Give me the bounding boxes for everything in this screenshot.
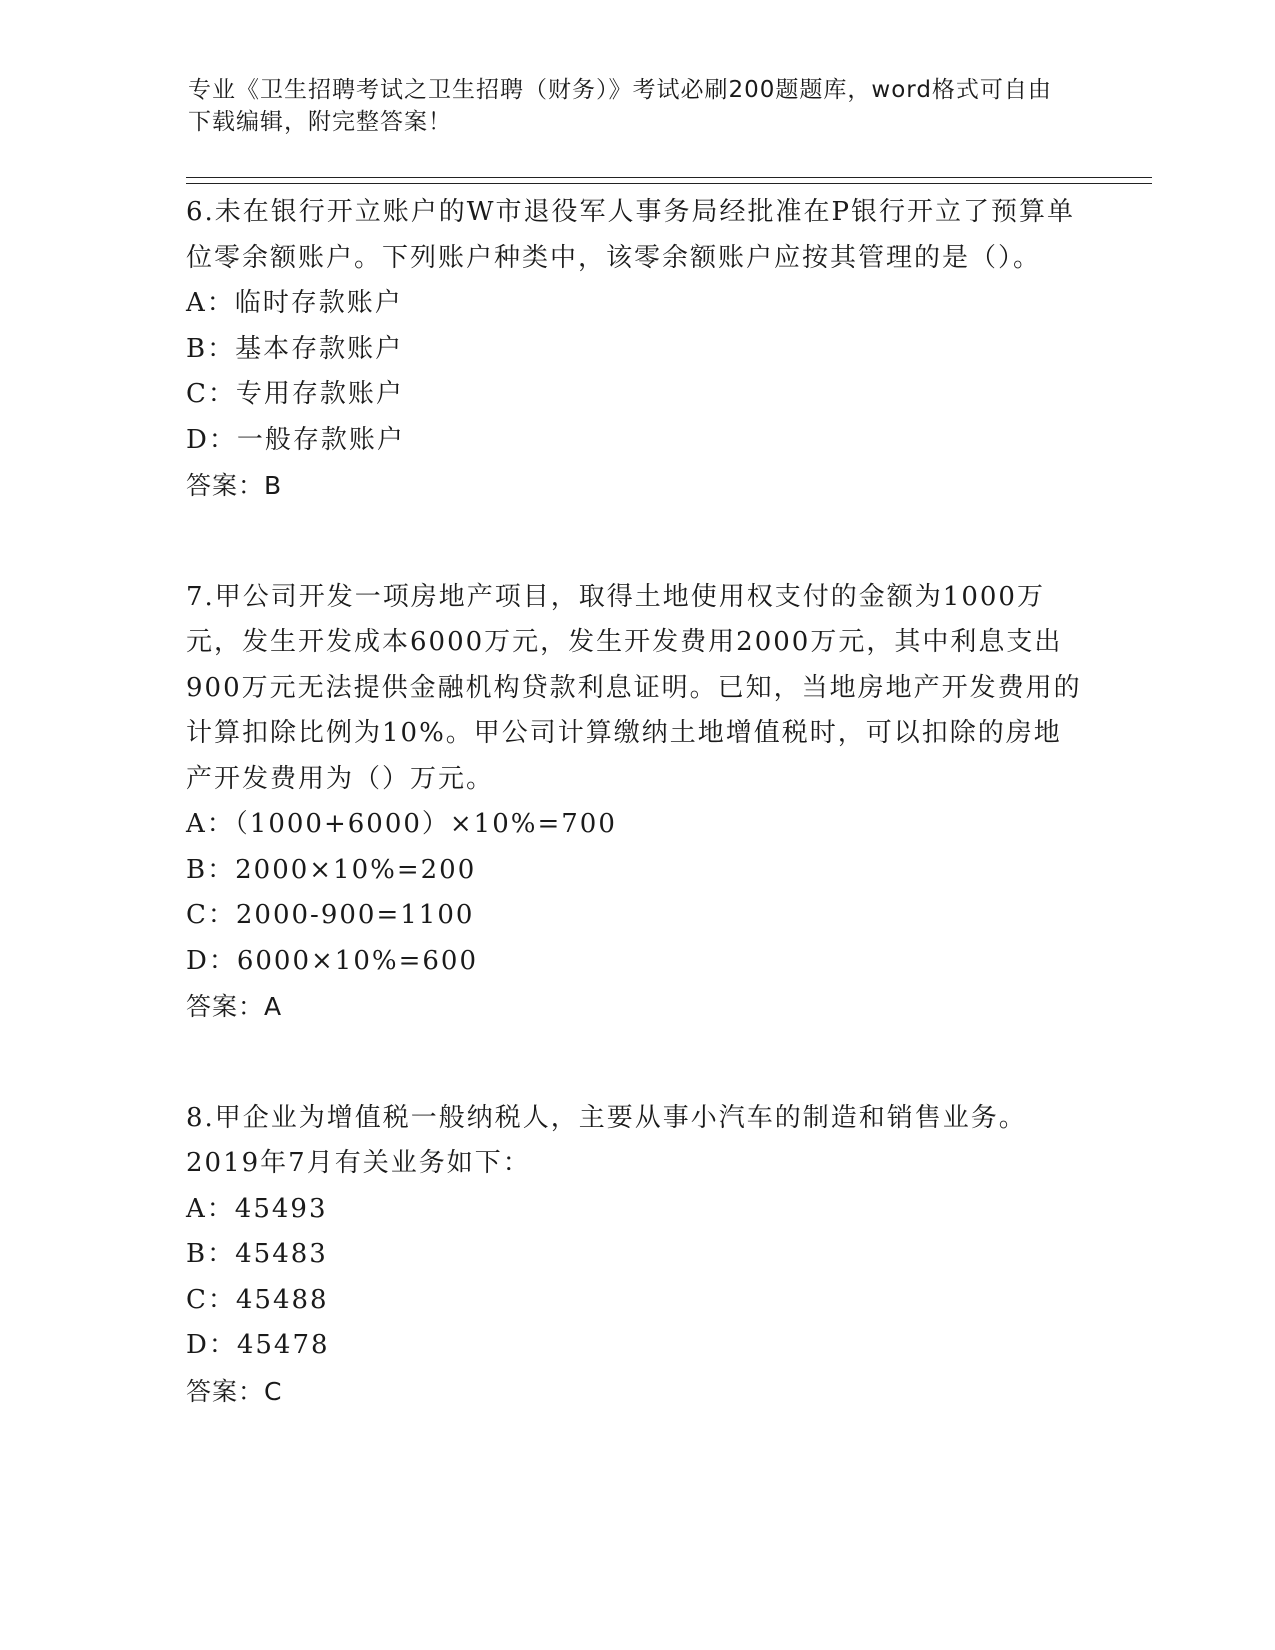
option-d: D：6000×10%=600 [186, 945, 478, 976]
option-d: D：一般存款账户 [186, 424, 405, 455]
option-b: B：2000×10%=200 [186, 854, 477, 885]
answer: 答案：B [186, 471, 283, 500]
option-b: B：45483 [186, 1239, 328, 1269]
document-header: 专业《卫生招聘考试之卫生招聘（财务）》考试必刷200题题库，word格式可自由下载编辑，附完整答案！ [188, 77, 1052, 135]
question-stem: 7.甲公司开发一项房地产项目，取得土地使用权支付的金额为1000万元，发生开发成本6000万元，发生开发费用2000万元，其中利息支出900万元无法提供金融机构贷款利息证明。已知，当地房地产开发费用的计算扣除比例为10%。甲公司计算缴纳土地增值税时，可以扣除的房地产开发费用为（）万元。 [186, 581, 1082, 794]
option-c: C：2000-900=1100 [186, 900, 475, 930]
header-rule-bottom [186, 183, 1152, 184]
question-7 [186, 575, 1086, 1030]
question-list [186, 190, 1086, 1480]
answer: 答案：C [186, 1376, 283, 1406]
option-b: B：基本存款账户 [186, 333, 404, 364]
question-stem: 6.未在银行开立账户的W市退役军人事务局经批准在P银行开立了预算单位零余额账户。下列账户种类中，该零余额账户应按其管理的是（）。 [186, 197, 1076, 273]
option-a: A：临时存款账户 [186, 288, 403, 318]
option-a: A：45493 [186, 1193, 328, 1224]
option-a: A：（1000+6000）×10%=700 [186, 809, 617, 839]
header-rule-top [186, 177, 1152, 178]
question-6 [186, 190, 1086, 509]
answer: 答案：A [186, 992, 283, 1021]
option-c: C：45488 [186, 1284, 329, 1315]
question-stem: 8.甲企业为增值税一般纳税人，主要从事小汽车的制造和销售业务。2019年7月有关业务如下： [186, 1102, 1027, 1178]
option-c: C：专用存款账户 [186, 379, 404, 409]
option-d: D：45478 [186, 1330, 330, 1360]
question-8 [186, 1096, 1086, 1415]
